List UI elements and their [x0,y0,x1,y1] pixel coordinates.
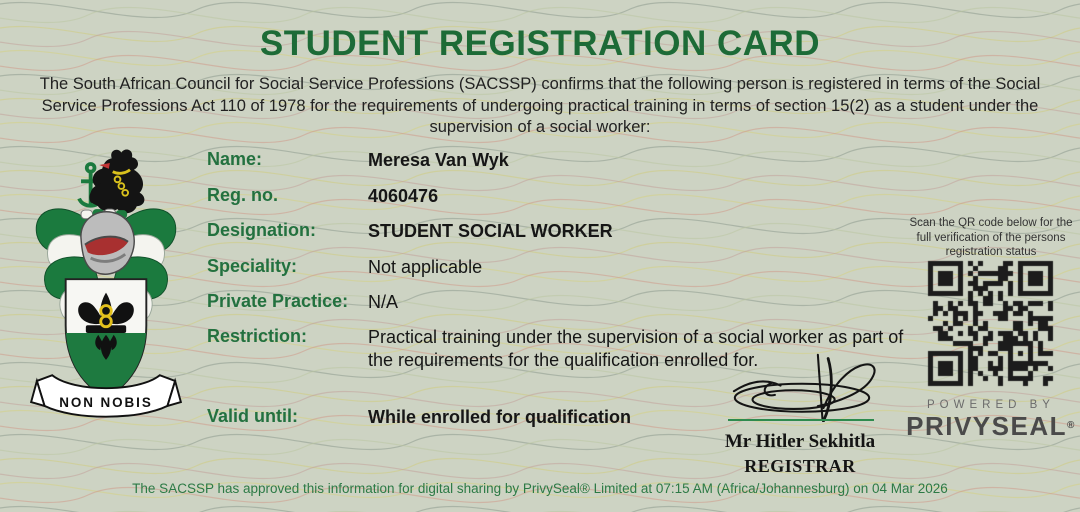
privyseal-brand [903,411,1079,442]
page-title: STUDENT REGISTRATION CARD [259,24,821,63]
field-value: While enrolled for qualification [368,407,632,427]
signature-line [728,419,874,421]
field-label: Speciality: [207,256,298,276]
field-label: Private Practice: [207,291,349,311]
registered-mark: ® [1067,420,1076,431]
helmet [81,212,134,274]
lion-crest [89,149,144,213]
field-row-valid-until [207,406,631,429]
registrar-name: Mr Hitler Sekhitla [724,431,876,452]
crest-motto: NON NOBIS [59,394,153,410]
registrar-title: REGISTRAR [744,456,856,476]
approval-footer: The SACSSP has approved this information for digital sharing by PrivySeal® Limited at 07:15 AM (Africa/Johannesburg) on 04 Mar 2026 [132,481,948,496]
shield [66,279,147,398]
field-row-name [207,149,509,172]
coat-of-arms [10,142,202,426]
field-label: Reg. no. [207,185,278,205]
qr-instruction: Scan the QR code below for the full verification of the persons registration status [909,217,1073,258]
field-row-private-practice [207,291,398,314]
intro-text: The South African Council for Social Service Professions (SACSSP) confirms that the following person is registered in terms of the Social Service Professions Act 110 of 1978 for the requirements of undergoing practical training in terms of section 15(2) as a student under the supervision of a social worker: [39,75,1041,136]
field-label: Name: [207,149,263,169]
field-value: Meresa Van Wyk [368,150,509,170]
field-label: Designation: [207,220,317,240]
field-value: N/A [368,292,399,312]
qr-code [925,258,1057,390]
field-row-speciality [207,256,482,279]
signature-image [712,352,892,422]
field-row-designation [207,220,613,243]
field-value: 4060476 [368,186,439,206]
field-label: Restriction: [207,326,308,346]
field-label: Valid until: [207,406,299,426]
powered-by-label: POWERED BY [927,399,1055,411]
field-row-reg-no [207,185,438,208]
field-value: STUDENT SOCIAL WORKER [368,221,613,241]
field-value: Not applicable [368,257,483,277]
field-value: Practical training under the supervision of a social worker as part of the requirements for the qualification enrolled for. [368,327,904,370]
brand-text: PRIVYSEAL [906,411,1067,441]
